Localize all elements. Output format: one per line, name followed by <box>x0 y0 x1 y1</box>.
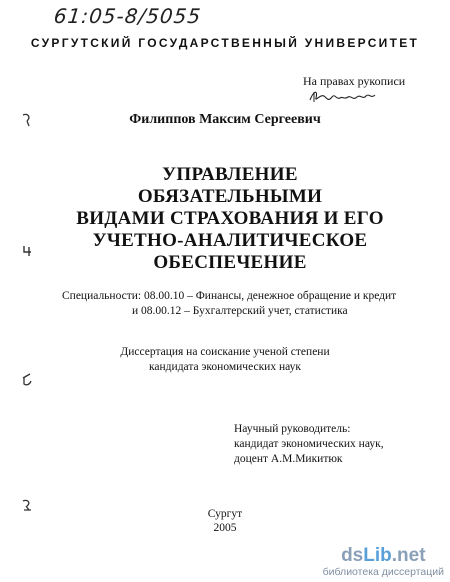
margin-mark-icon <box>20 112 34 128</box>
advisor-line: доцент А.М.Микитюк <box>234 453 343 465</box>
scientific-advisor <box>234 422 384 467</box>
specialties <box>62 289 396 319</box>
university-name: СУРГУТСКИЙ ГОСУДАРСТВЕННЫЙ УНИВЕРСИТЕТ <box>30 36 420 50</box>
dissertation-title <box>70 164 390 274</box>
degree-line: Диссертация на соискание ученой степени <box>120 346 330 358</box>
signature-image <box>308 88 378 106</box>
city: Сургут <box>207 508 243 520</box>
dissertation-degree <box>0 345 450 375</box>
specialty-line-1: Специальности: 08.00.10 – Финансы, денежное обращение и кредит <box>62 290 397 302</box>
advisor-line: кандидат экономических наук, <box>234 438 384 450</box>
margin-mark-icon <box>20 242 34 258</box>
title-line: УПРАВЛЕНИЕ ОБЯЗАТЕЛЬНЫМИ <box>137 164 323 207</box>
author-name: Филиппов Максим Сергеевич <box>129 112 321 127</box>
library-stamp-code: 61:05-8/5055 <box>52 4 203 28</box>
watermark-logo: dsLib.net <box>341 545 426 566</box>
title-line: ОБЕСПЕЧЕНИЕ <box>153 252 307 273</box>
margin-mark-icon <box>20 497 34 513</box>
degree-line: кандидата экономических наук <box>149 361 301 373</box>
margin-mark-icon <box>20 372 34 388</box>
title-line: ВИДАМИ СТРАХОВАНИЯ И ЕГО <box>76 208 384 229</box>
rights-note: На правах рукописи <box>303 74 406 88</box>
advisor-line: Научный руководитель: <box>234 423 351 435</box>
watermark-subtitle: библиотека диссертаций <box>322 566 444 578</box>
dslib-watermark <box>323 546 444 578</box>
title-line: УЧЕТНО-АНАЛИТИЧЕСКОЕ <box>92 230 368 251</box>
city-year <box>0 507 450 535</box>
specialty-line-2: и 08.00.12 – Бухгалтерский учет, статистика <box>132 305 348 317</box>
year: 2005 <box>213 522 237 534</box>
